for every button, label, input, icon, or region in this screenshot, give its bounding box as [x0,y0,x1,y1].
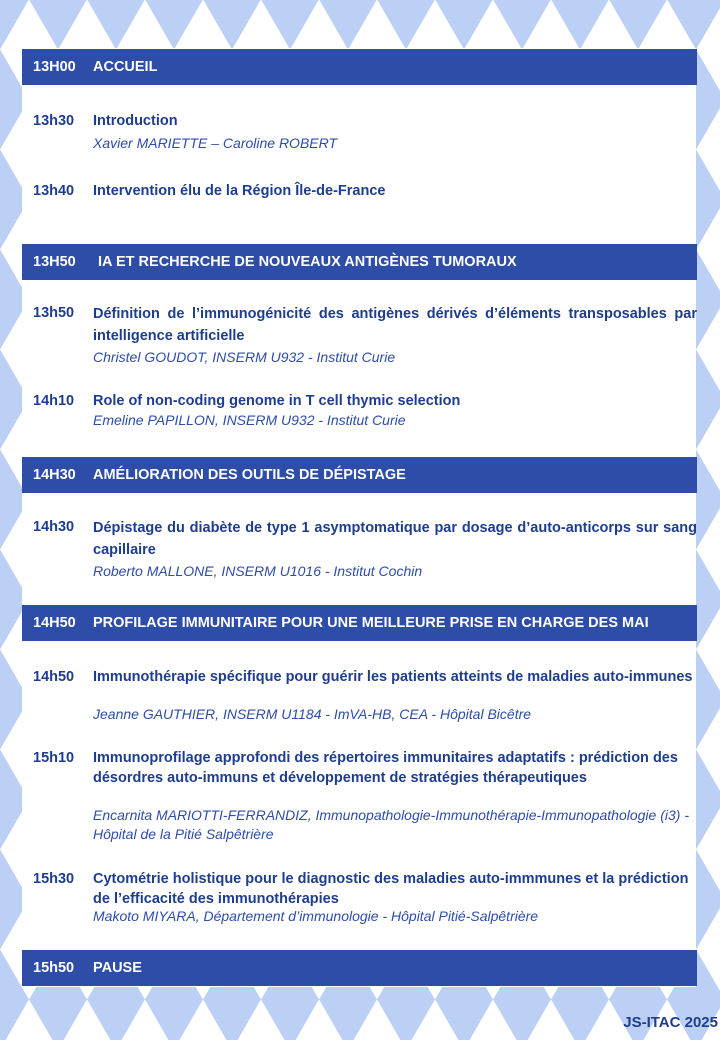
talk-title: Intervention élu de la Région Île-de-France [93,183,386,199]
talk-title: Introduction [93,113,178,129]
section-label: IA ET RECHERCHE DE NOUVEAUX ANTIGÈNES TUMORAUX [98,254,517,270]
talk-speaker: Roberto MALLONE, INSERM U1016 - Institut Cochin [93,563,423,579]
section-bar-pause [22,950,697,986]
talk-title: Cytométrie holistique pour le diagnostic des maladies auto-immmunes et la prédiction de l’efficacité des immunothérapies [93,871,689,907]
talk-speaker: Emeline PAPILLON, INSERM U932 - Institut Curie [93,412,406,428]
talk-time: 14h30 [33,519,75,535]
footer-event-name: JS-ITAC 2025 [623,1014,718,1031]
talk-time: 13h30 [33,113,75,129]
talk-speaker: Christel GOUDOT, INSERM U932 - Institut Curie [93,349,396,365]
section-bar-depistage [22,457,697,493]
talk-title: Immunoprofilage approfondi des répertoires immunitaires adaptatifs : prédiction des désordres auto-immuns et développement de stratégies thérapeutiques [93,750,678,786]
talk-title: Dépistage du diabète de type 1 asymptomatique par dosage d’auto-anticorps sur sang capillaire [93,520,697,558]
section-time: 13H00 [33,59,76,75]
talk-speaker: Jeanne GAUTHIER, INSERM U1184 - ImVA-HB, CEA - Hôpital Bicêtre [93,706,532,722]
section-bar-profilage [22,605,697,641]
talk-title: Définition de l’immunogénicité des antigènes dérivés d’éléments transposables par intelligence artificielle [93,306,697,344]
talk-time: 13h40 [33,183,75,199]
talk-title: Immunothérapie spécifique pour guérir les patients atteints de maladies auto-immunes [93,669,693,685]
talk-speaker: Xavier MARIETTE – Caroline ROBERT [93,135,338,151]
talk-time: 13h50 [33,305,75,321]
section-label: AMÉLIORATION DES OUTILS DE DÉPISTAGE [93,467,406,483]
talk-title: Role of non-coding genome in T cell thymic selection [93,393,461,409]
talk-time: 14h10 [33,393,75,409]
section-time: 13H50 [33,254,76,270]
section-bar-accueil [22,49,697,85]
section-bar-ia [22,244,697,280]
section-label: PROFILAGE IMMUNITAIRE POUR UNE MEILLEURE PRISE EN CHARGE DES MAI [93,615,649,631]
talk-speaker: Encarnita MARIOTTI-FERRANDIZ, Immunopathologie-Immunothérapie-Immunopathologie (i3) - Hôpital de la Pitié Salpêtrière [93,807,689,842]
section-time: 14H50 [33,615,76,631]
talk-time: 15h30 [33,871,75,887]
section-label: PAUSE [93,960,142,976]
section-label: ACCUEIL [93,59,158,75]
talk-speaker: Makoto MIYARA, Département d’immunologie - Hôpital Pitié-Salpêtrière [93,908,539,924]
section-time: 14H30 [33,467,76,483]
talk-time: 14h50 [33,669,75,685]
section-time: 15h50 [33,960,75,976]
talk-time: 15h10 [33,750,75,766]
